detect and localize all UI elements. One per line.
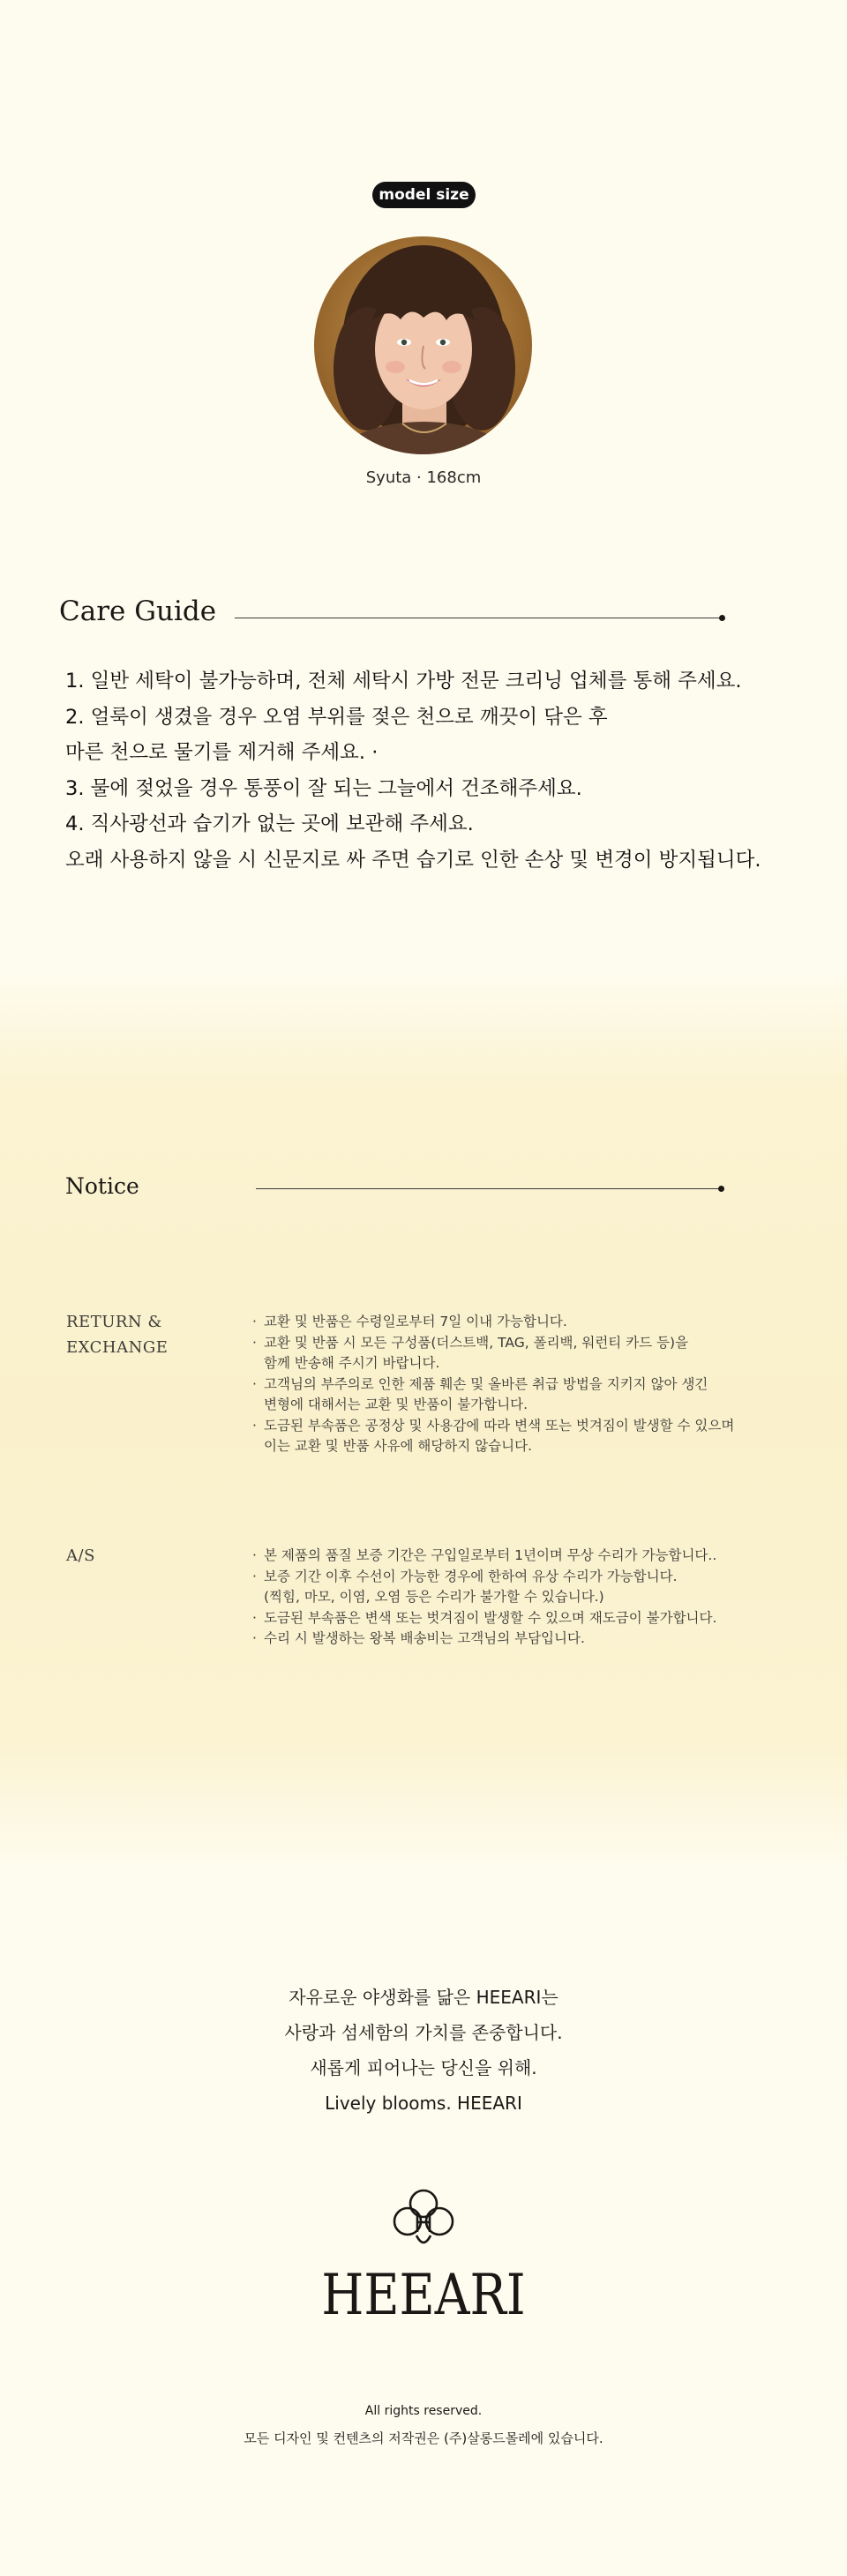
list-item: · 도금된 부속품은 공정상 및 사용감에 따라 변색 또는 벗겨짐이 발생할 수 있으며 이는 교환 및 반품 사유에 해당하지 않습니다.	[252, 1417, 735, 1454]
care-guide-line: 오래 사용하지 않을 시 신문지로 싸 주면 습기로 인한 손상 및 변경이 방지됩니다.	[65, 848, 761, 872]
notice-divider	[256, 1188, 722, 1189]
footer-rights: All rights reserved.	[364, 2404, 483, 2418]
brand-wordmark: HEEARI	[321, 2263, 526, 2328]
as-label: A/S	[66, 1546, 95, 1565]
brand-tagline: 자유로운 야생화를 닮은 HEEARI는 사랑과 섬세함의 가치를 존중합니다. 새롭게 피어나는 당신을 위해. Lively blooms. HEEARI	[284, 1987, 563, 2114]
return-exchange-list	[252, 1312, 799, 1457]
footer-copyright: 모든 디자인 및 컨텐츠의 저작권은 (주)살롱드몰레에 있습니다.	[244, 2430, 603, 2446]
care-guide-line: 2. 얼룩이 생겼을 경우 오염 부위를 젖은 천으로 깨끗이 닦은 후	[65, 705, 608, 729]
care-guide-line: 마른 천으로 물기를 제거해 주세요. ·	[65, 741, 379, 764]
list-item: · 교환 및 반품 시 모든 구성품(더스트백, TAG, 폴리백, 워런티 카드 등)을 함께 반송해 주시기 바랍니다.	[252, 1334, 689, 1371]
return-exchange-label: RETURN & EXCHANGE	[66, 1313, 169, 1357]
notice-title: Notice	[65, 1173, 139, 1199]
care-guide-line: 3. 물에 젖었을 경우 통풍이 잘 되는 그늘에서 건조해주세요.	[65, 776, 582, 800]
list-item: · 본 제품의 품질 보증 기간은 구입일로부터 1년이며 무상 수리가 가능합니다..	[252, 1547, 717, 1563]
care-guide-line: 1. 일반 세탁이 불가능하며, 전체 세탁시 가방 전문 크리닝 업체를 통해 주세요.	[65, 670, 742, 693]
care-guide-title: Care Guide	[59, 595, 217, 627]
model-size-badge: model size	[372, 182, 476, 208]
care-guide-divider-dot	[719, 615, 725, 621]
model-caption: Syuta · 168cm	[365, 468, 482, 487]
care-guide-line: 4. 직사광선과 습기가 없는 곳에 보관해 주세요.	[65, 812, 474, 835]
flower-h-monogram-icon	[388, 2186, 459, 2257]
list-item: · 수리 시 발생하는 왕복 배송비는 고객님의 부담입니다.	[252, 1630, 585, 1646]
as-list	[252, 1546, 799, 1650]
list-item: · 고객님의 부주의로 인한 제품 훼손 및 올바른 취급 방법을 지키지 않아 생긴 변형에 대해서는 교환 및 반품이 불가합니다.	[252, 1375, 708, 1412]
list-item: · 교환 및 반품은 수령일로부터 7일 이내 가능합니다.	[252, 1314, 567, 1329]
list-item: · 도금된 부속품은 변색 또는 벗겨짐이 발생할 수 있으며 재도금이 불가합니다.	[252, 1609, 717, 1626]
model-photo	[314, 236, 532, 454]
care-guide-list	[65, 663, 789, 878]
list-item: · 보증 기간 이후 수선이 가능한 경우에 한하여 유상 수리가 가능합니다. (찍힘, 마모, 이염, 오염 등은 수리가 불가할 수 있습니다.)	[252, 1568, 678, 1605]
notice-divider-dot	[718, 1186, 724, 1192]
